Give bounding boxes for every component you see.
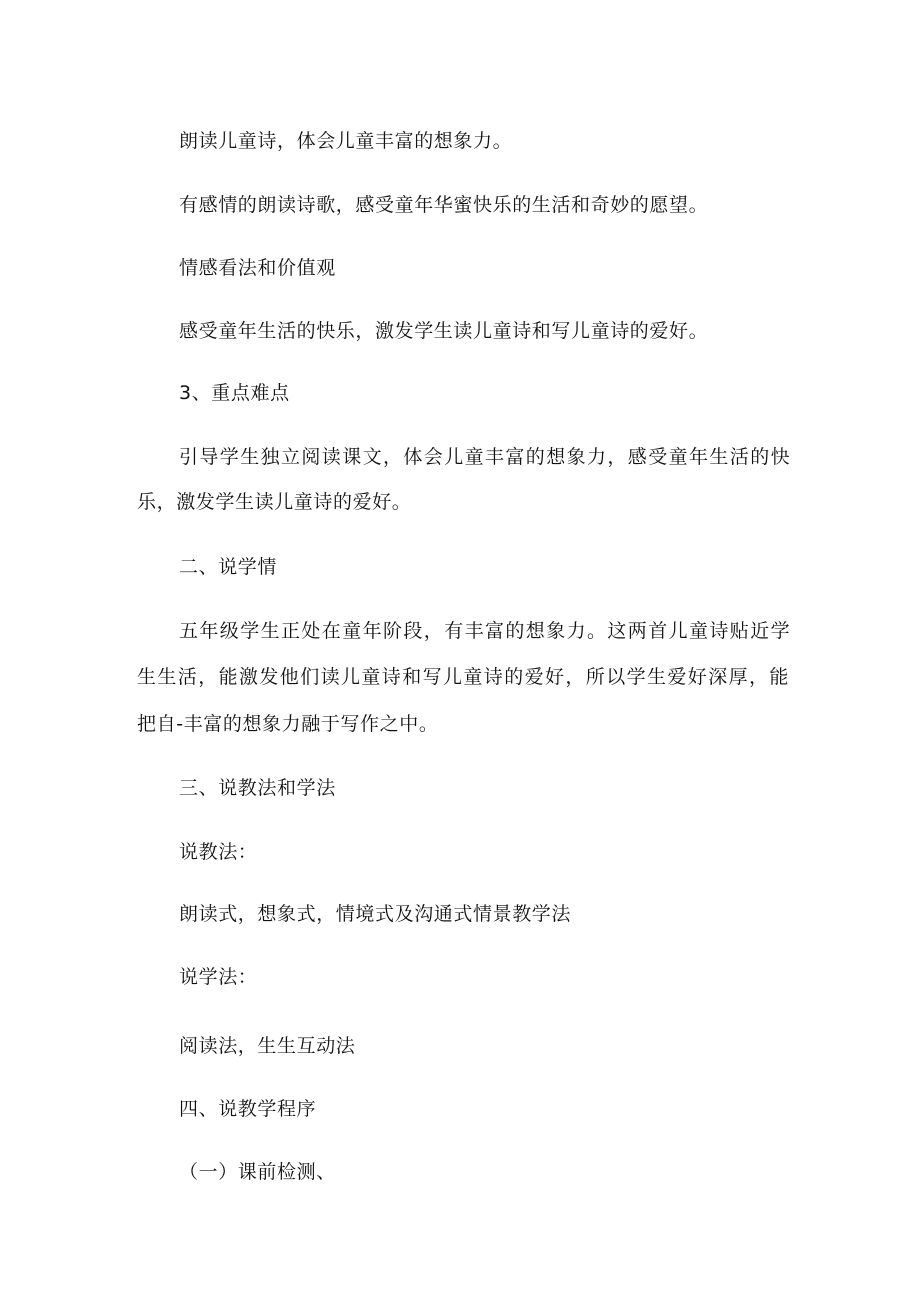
- section-heading-student-analysis: 二、说学情: [179, 556, 278, 578]
- paragraph-childhood-joy: 感受童年生活的快乐，激发学生读儿童诗和写儿童诗的爱好。: [179, 320, 709, 342]
- paragraph-key-points-line1: 引导学生独立阅读课文，体会儿童丰富的想象力，感受童年生活的快: [179, 446, 792, 468]
- paragraph-emotional-reading: 有感情的朗读诗歌，感受童年华蜜快乐的生活和奇妙的愿望。: [179, 194, 709, 216]
- paragraph-reading-poems: 朗读儿童诗，体会儿童丰富的想象力。: [179, 130, 513, 152]
- paragraph-students-line3: 把自-丰富的想象力融于写作之中。: [137, 713, 439, 735]
- paragraph-students-line1: 五年级学生正处在童年阶段，有丰富的想象力。这两首儿童诗贴近学: [179, 620, 792, 642]
- subheading-learning-method: 说学法：: [179, 966, 258, 988]
- subheading-pre-class-check: （一）课前检测、: [179, 1161, 336, 1183]
- paragraph-teaching-methods: 朗读式，想象式，情境式及沟通式情景教学法: [179, 903, 572, 925]
- subheading-teaching-method: 说教法：: [179, 841, 258, 863]
- paragraph-students-line2: 生生活，能激发他们读儿童诗和写儿童诗的爱好，所以学生爱好深厚，能: [137, 666, 790, 688]
- heading-key-points: 3、重点难点: [179, 382, 290, 404]
- heading-emotion-values: 情感看法和价值观: [179, 257, 336, 279]
- paragraph-key-points-line2: 乐，激发学生读儿童诗的爱好。: [137, 491, 412, 513]
- paragraph-learning-methods: 阅读法，生生互动法: [179, 1035, 356, 1057]
- section-heading-procedure: 四、说教学程序: [179, 1098, 317, 1120]
- section-heading-methods: 三、说教法和学法: [179, 777, 336, 799]
